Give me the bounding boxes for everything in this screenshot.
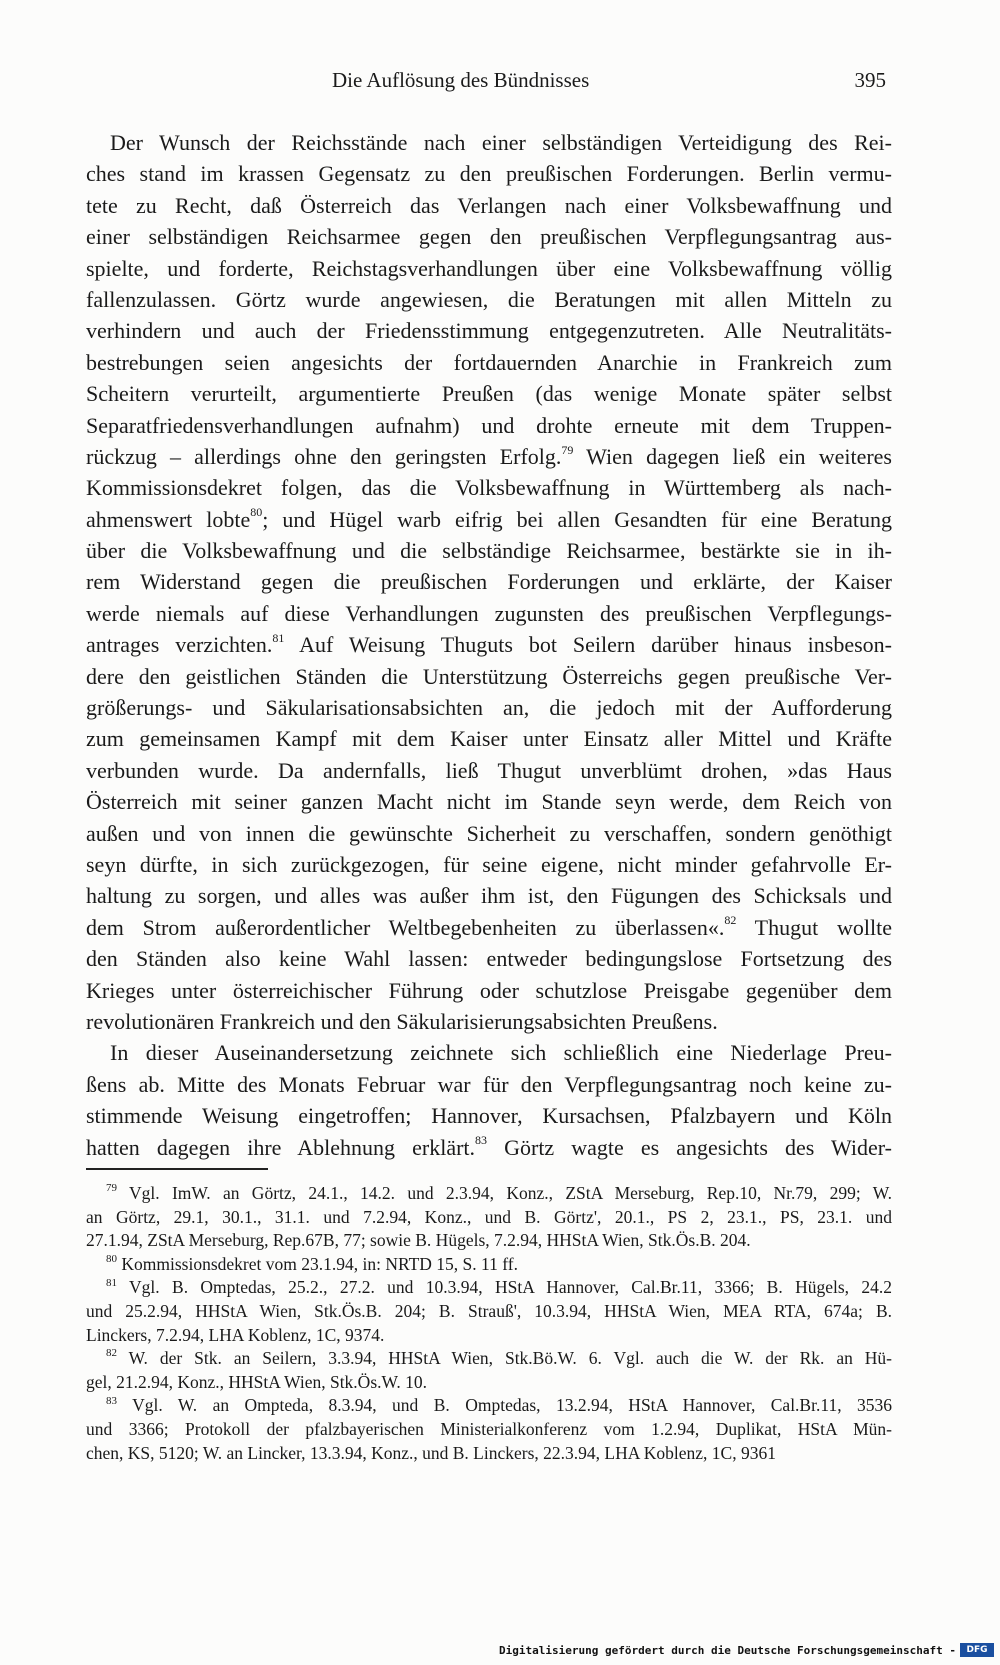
footnote-79 [86,1182,892,1206]
footnote-text: Vgl. W. an Ompteda, 8.3.94, und B. Omptedas, 13.2.94, HStA Hannover, Cal.Br.11, 3536 [132,1395,892,1416]
footnote-number: 80 [106,1252,117,1265]
footnote-ref-83[interactable]: 83 [475,1133,488,1148]
footnote-line: gel, 21.2.94, Konz., HHStA Wien, Stk.Ös.W. 10. [86,1371,428,1392]
footnote-line: an Görtz, 29.1, 30.1., 31.1. und 7.2.94, Konz., und B. Görtz', 20.1., PS 2, 23.1., PS, 23.1. und [86,1206,892,1227]
text-segment: Thugut wollte [736,914,892,940]
footnote-text: W. der Stk. an Seilern, 3.3.94, HHStA Wien, Stk.Bö.W. 6. Vgl. auch die W. der Rk. an Hü- [128,1348,892,1369]
text-line: rem Widerstand gegen die preußischen Forderungen und erklärte, der Kaiser [86,569,892,595]
dfg-logo: DFG [960,1643,994,1657]
text-segment: Auf Weisung Thuguts bot Seilern darüber hinaus insbeson- [284,632,892,658]
digitization-footer [0,1640,1000,1665]
footnote-text: Vgl. ImW. an Görtz, 24.1., 14.2. und 2.3.94, Konz., ZStA Merseburg, Rep.10, Nr.79, 299; W. [129,1183,892,1203]
footnote-82 [86,1347,892,1371]
footnote-line: und 25.2.94, HHStA Wien, Stk.Ös.B. 204; B. Strauß', 10.3.94, HHStA Wien, MEA RTA, 674a; B. [86,1300,892,1321]
text-line [86,912,892,943]
footnote-number: 82 [106,1347,117,1360]
text-line: spielte, und forderte, Reichstagsverhandlungen über eine Volksbewaffnung völlig [86,255,892,281]
text-line: In dieser Auseinandersetzung zeichnete sich schließlich eine Niederlage Preu- [110,1040,892,1066]
text-line: haltung zu sorgen, und alles was außer ihm ist, den Fügungen des Schicksals und [86,883,892,909]
footnote-81 [86,1276,892,1300]
text-line: fallenzulassen. Görtz wurde angewiesen, die Beratungen mit allen Mitteln zu [86,286,892,312]
text-segment: ahmenswert lobte [86,506,251,532]
text-line: Scheitern verurteilt, argumentierte Preußen (das wenige Monate später selbst [86,381,892,407]
text-segment: Wien dagegen ließ ein weiteres [573,443,892,469]
text-line: seyn dürfte, in sich zurückgezogen, für seine eigene, nicht minder gefahrvolle Er- [86,851,892,877]
footnote-ref-81[interactable]: 81 [272,630,285,645]
footnotes [86,1182,892,1465]
footnote-text: Vgl. B. Omptedas, 25.2., 27.2. und 10.3.94, HStA Hannover, Cal.Br.11, 3366; B. Hügels, 24.2 [129,1277,892,1298]
text-line: außen und von innen die gewünschte Sicherheit zu verschaffen, sondern genöthigt [86,820,892,846]
text-line [86,1132,892,1163]
body-text [86,127,892,1163]
text-line: verbunden wurde. Da andernfalls, ließ Thugut unverblümt drohen, »das Haus [86,757,892,783]
text-line: über die Volksbewaffnung und die selbständige Reichsarmee, bestärkte sie in ih- [86,538,892,564]
text-line: Österreich mit seiner ganzen Macht nicht im Stande seyn werde, dem Reich von [86,789,892,815]
footnote-line: 27.1.94, ZStA Merseburg, Rep.67B, 77; sowie B. Hügels, 7.2.94, HHStA Wien, Stk.Ös.B. 204. [86,1230,751,1251]
text-segment: dem Strom außerordentlicher Weltbegebenheiten zu überlassen«. [86,914,725,940]
text-line: ßens ab. Mitte des Monats Februar war für den Verpflegungsantrag noch keine zu- [86,1071,892,1097]
running-header [86,68,886,100]
text-line [86,629,892,660]
text-segment: antrages verzichten. [86,632,273,658]
footnote-line: chen, KS, 5120; W. an Lincker, 13.3.94, Konz., und B. Linckers, 22.3.94, LHA Koblenz, 1C, 9361 [86,1442,776,1463]
text-line: Separatfriedensverhandlungen aufnahm) und drohte erneute mit dem Truppen- [86,412,892,438]
text-line: Der Wunsch der Reichsstände nach einer selbständigen Verteidigung des Rei- [110,130,892,155]
text-line: den Ständen also keine Wahl lassen: entweder bedingungslose Fortsetzung des [86,946,892,972]
text-line: verhindern und auch der Friedensstimmung entgegenzutreten. Alle Neutralitäts- [86,318,892,344]
text-line: ches stand im krassen Gegensatz zu den preußischen Forderungen. Berlin vermu- [86,161,892,187]
text-line [86,441,892,472]
text-segment: Görtz wagte es angesichts des Wider- [487,1134,892,1160]
text-line: werde niemals auf diese Verhandlungen zugunsten des preußischen Verpflegungs- [86,600,892,626]
text-line: tete zu Recht, daß Österreich das Verlangen nach einer Volksbewaffnung und [86,192,892,218]
text-line: revolutionären Frankreich und den Säkularisierungsabsichten Preußens. [86,1008,718,1034]
text-segment: hatten dagegen ihre Ablehnung erklärt. [86,1134,476,1160]
footnote-number: 79 [106,1182,117,1195]
text-line [86,504,892,535]
footnote-divider [86,1168,268,1170]
text-line: bestrebungen seien angesichts der fortdauernden Anarchie in Frankreich zum [86,349,892,375]
text-line: zum gemeinsamen Kampf mit dem Kaiser unter Einsatz aller Mittel und Kräfte [86,726,892,752]
footnote-number: 81 [106,1276,117,1289]
footnote-ref-79[interactable]: 79 [561,442,574,457]
text-line: Krieges unter österreichischer Führung oder schutzlose Preisgabe gegenüber dem [86,977,892,1003]
text-line: Kommissionsdekret folgen, das die Volksbewaffnung in Württemberg als nach- [86,475,892,501]
footnote-text: Kommissionsdekret vom 23.1.94, in: NRTD 15, S. 11 ff. [121,1253,518,1274]
text-line: stimmende Weisung eingetroffen; Hannover, Kursachsen, Pfalzbayern und Köln [86,1103,892,1129]
text-line: einer selbständigen Reichsarmee gegen den preußischen Verpflegungsantrag aus- [86,224,892,250]
footnote-line: Linckers, 7.2.94, LHA Koblenz, 1C, 9374. [86,1324,385,1345]
chapter-title: Die Auflösung des Bündnisses [332,68,590,92]
footnote-ref-82[interactable]: 82 [724,913,737,928]
text-segment: rückzug – allerdings ohne den geringsten Erfolg. [86,443,562,469]
footnote-ref-80[interactable]: 80 [250,505,263,520]
text-segment: ; und Hügel warb eifrig bei allen Gesandten für eine Beratung [262,506,892,532]
text-line: größerungs- und Säkularisationsabsichten an, die jedoch mit der Aufforderung [86,695,892,721]
footnote-line: und 3366; Protokoll der pfalzbayerischen Ministerialkonferenz vom 1.2.94, Duplikat, HStA Mün- [86,1418,892,1439]
footnote-number: 83 [106,1394,117,1407]
page-number: 395 [854,68,886,92]
footnote-83 [86,1394,892,1418]
footnote-80 [86,1253,892,1277]
text-line: dere den geistlichen Ständen die Unterstützung Österreichs gegen preußische Ver- [86,663,892,689]
funding-credit: Digitalisierung gefördert durch die Deutsche Forschungsgemeinschaft - [499,1644,956,1657]
